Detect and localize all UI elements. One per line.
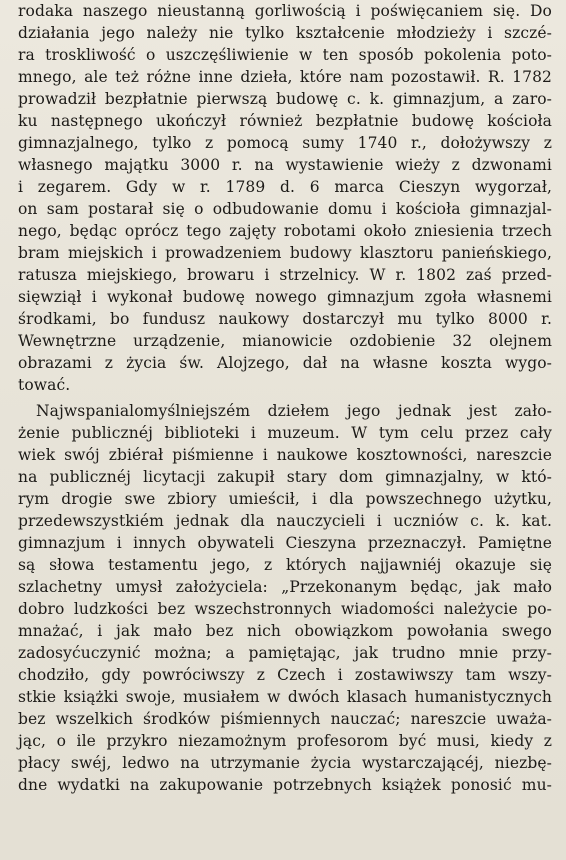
text-line: żenie publicznéj biblioteki i muzeum. W tym celu przez cały <box>18 424 552 442</box>
text-line: i zegarem. Gdy w r. 1789 d. 6 marca Cieszyn wygorzał, <box>18 178 552 196</box>
text-line: rodaka naszego nieustanną gorliwością i poświęcaniem się. Do <box>18 2 552 20</box>
text-line: działania jego należy nie tylko kształcenie młodzieży i szczé- <box>18 24 552 42</box>
text-line: gimnazjum i innych obywateli Cieszyna przeznaczył. Pamiętne <box>18 534 552 552</box>
text-line: Wewnętrzne urządzenie, mianowicie ozdobienie 32 olejnem <box>18 332 552 350</box>
text-line: szlachetny umysł założyciela: „Przekonanym będąc, jak mało <box>18 578 552 596</box>
text-line: mnażać, i jak mało bez nich obowiązkom powołania swego <box>18 622 552 640</box>
text-line: płacy swéj, ledwo na utrzymanie życia wystarczającéj, niezbę- <box>18 754 552 772</box>
text-line: on sam postarał się o odbudowanie domu i kościoła gimnazjal- <box>18 200 552 218</box>
text-line: nego, będąc oprócz tego zajęty robotami około zniesienia trzech <box>18 222 552 240</box>
text-line: prowadził bezpłatnie pierwszą budowę c. k. gimnazjum, a zaro- <box>18 90 552 108</box>
text-line: bez wszelkich środków piśmiennych nauczać; nareszcie uważa- <box>18 710 552 728</box>
text-line: mnego, ale też różne inne dzieła, które nam pozostawił. R. 1782 <box>18 68 552 86</box>
text-line: rym drogie swe zbiory umieścił, i dla powszechnego użytku, <box>18 490 552 508</box>
text-line: wiek swój zbiérał piśmienne i naukowe kosztowności, nareszcie <box>18 446 552 464</box>
text-line: ratusza miejskiego, browaru i strzelnicy. W r. 1802 zaś przed- <box>18 266 552 284</box>
text-line: jąc, o ile przykro niezamożnym profesorom być musi, kiedy z <box>18 732 552 750</box>
text-line: bram miejskich i prowadzeniem budowy klasztoru panieńskiego, <box>18 244 552 262</box>
text-line: Najwspanialomyślniejszém dziełem jego jednak jest zało- <box>36 402 552 420</box>
text-line: stkie książki swoje, musiałem w dwóch klasach humanistycznych <box>18 688 552 706</box>
text-line: gimnazjalnego, tylko z pomocą sumy 1740 r., dołożywszy z <box>18 134 552 152</box>
text-line: sięwziął i wykonał budowę nowego gimnazjum zgoła własnemi <box>18 288 552 306</box>
text-line: na publicznéj licytacji zakupił stary dom gimnazjalny, w któ- <box>18 468 552 486</box>
text-line: środkami, bo fundusz naukowy dostarczył mu tylko 8000 r. <box>18 310 552 328</box>
text-line: ra troskliwość o uszczęśliwienie w ten sposób pokolenia poto- <box>18 46 552 64</box>
text-line: dne wydatki na zakupowanie potrzebnych książek ponosić mu- <box>18 776 552 794</box>
text-line: chodziło, gdy powróciwszy z Czech i zostawiwszy tam wszy- <box>18 666 552 684</box>
text-line: przedewszystkiém jednak dla nauczycieli i uczniów c. k. kat. <box>18 512 552 530</box>
text-line: są słowa testamentu jego, z których najjawniéj okazuje się <box>18 556 552 574</box>
text-line: zadosyćuczynić można; a pamiętając, jak trudno mnie przy- <box>18 644 552 662</box>
text-line: dobro ludzkości bez wszechstronnych wiadomości należycie po- <box>18 600 552 618</box>
text-line: ku następnego ukończył również bezpłatnie budowę kościoła <box>18 112 552 130</box>
text-line: własnego majątku 3000 r. na wystawienie wieży z dzwonami <box>18 156 552 174</box>
text-line: obrazami z życia św. Alojzego, dał na własne koszta wygo- <box>18 354 552 372</box>
text-line: tować. <box>18 376 71 394</box>
